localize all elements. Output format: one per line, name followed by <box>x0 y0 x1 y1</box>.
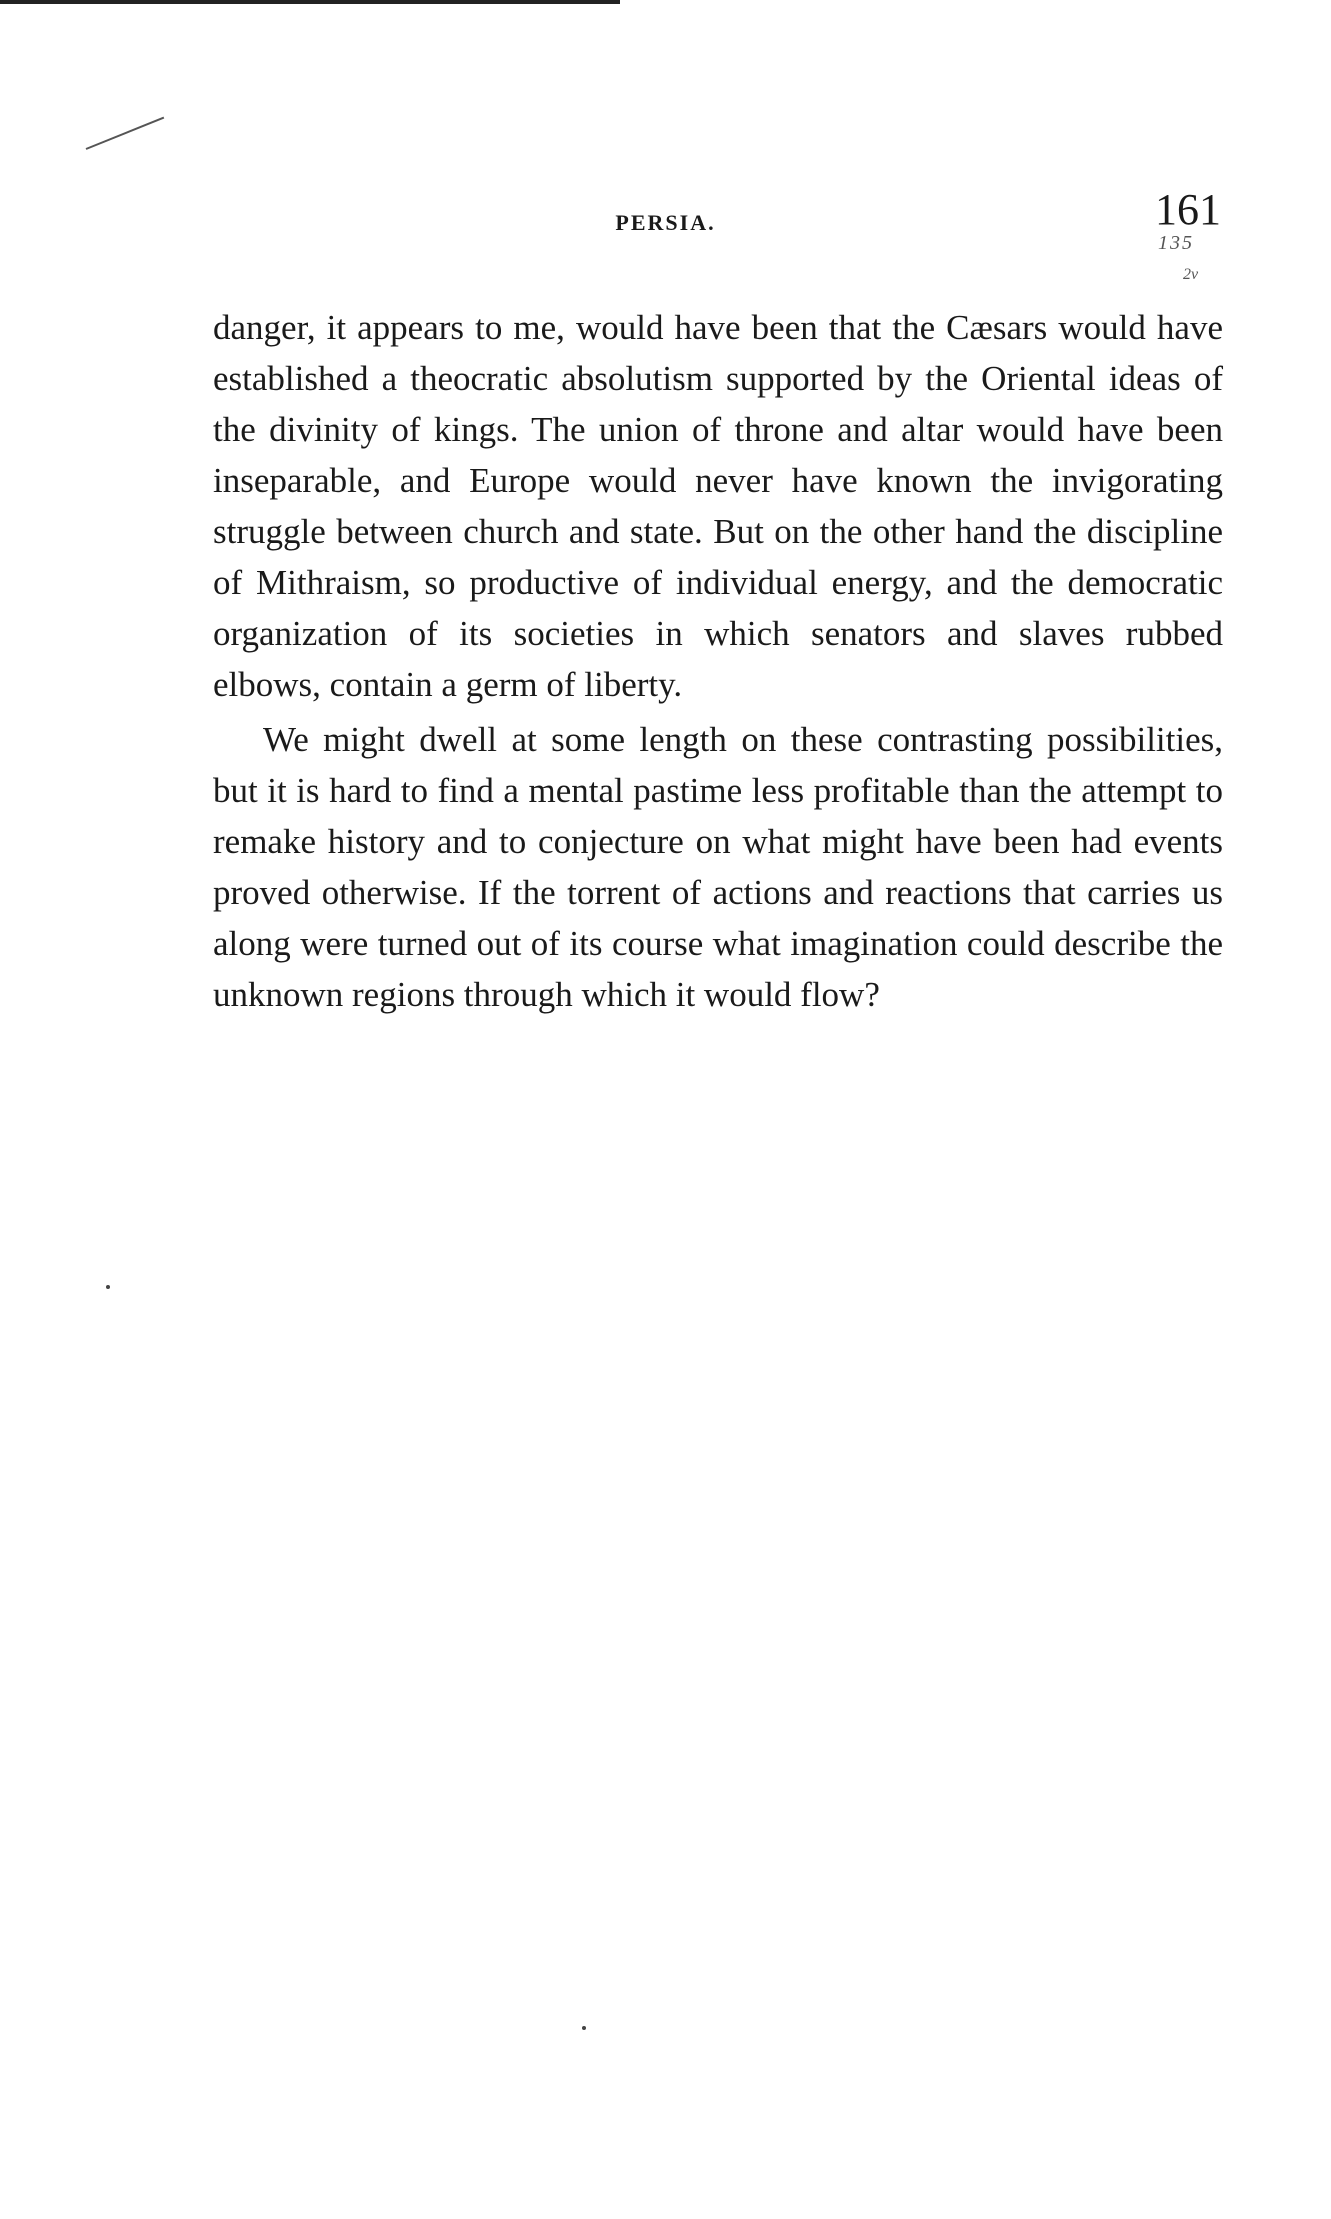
handwritten-note-small: 2v <box>1183 266 1199 283</box>
pencil-mark <box>86 117 165 150</box>
top-edge-rule <box>0 0 620 4</box>
body-text <box>213 302 1223 1020</box>
paragraph-1: danger, it appears to me, would have been that the Cæsars would have established a theocratic absolutism supported by the Oriental ideas of the divinity of kings. The union of throne and altar would have been inseparable, and Europe would never have known the invigorating struggle between church and state. But on the other hand the discipline of Mithraism, so productive of individual energy, and the democratic organization of its societies in which senators and slaves rubbed elbows, contain a germ of liberty. <box>213 308 1223 704</box>
paper-speck <box>582 2026 586 2030</box>
handwritten-page-note: 135 <box>1158 232 1194 254</box>
paper-speck <box>106 1285 110 1289</box>
paragraph-2: We might dwell at some length on these contrasting possibilities, but it is hard to find a mental pastime less profitable than the attempt to remake history and to conjecture on what might have been had events proved otherwise. If the torrent of actions and reactions that carries us along were turned out of its course what imagination could describe the unknown regions through which it would flow? <box>213 720 1223 1014</box>
running-head: PERSIA. <box>615 210 716 235</box>
page-number: 161 <box>1155 185 1221 234</box>
